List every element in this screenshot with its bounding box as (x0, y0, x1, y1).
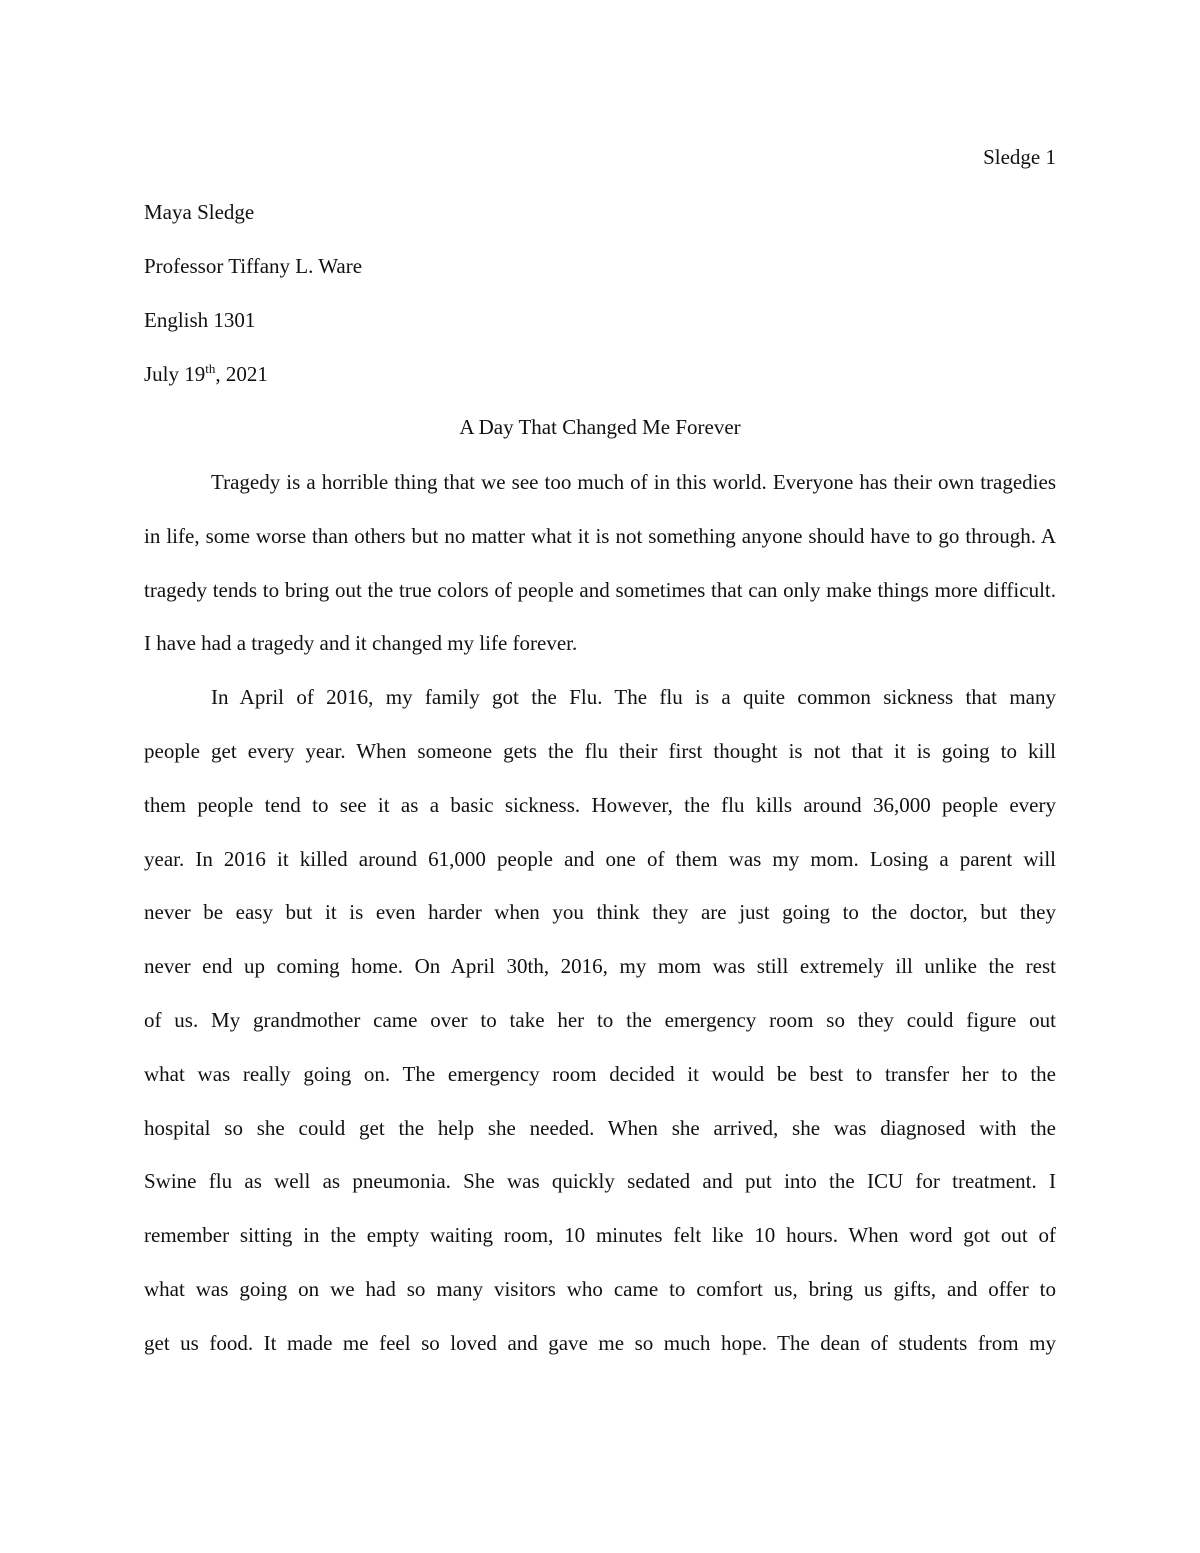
paragraph-2-line: In April of 2016, my family got the Flu. The flu is a quite common sickness that many (211, 685, 1056, 710)
paragraph-1-line: in life, some worse than others but no matter what it is not something anyone should have to go through. A (144, 523, 1056, 548)
paragraph-2-line: what was really going on. The emergency room decided it would be best to transfer her to the (144, 1061, 1056, 1086)
paragraph-2-line: Swine flu as well as pneumonia. She was quickly sedated and put into the ICU for treatment. I (144, 1169, 1056, 1194)
paragraph-2-line: people get every year. When someone gets the flu their first thought is not that it is going to kill (144, 738, 1056, 763)
course-name: English 1301 (144, 308, 256, 332)
paragraph-2-line: year. In 2016 it killed around 61,000 people and one of them was my mom. Losing a parent will (144, 846, 1056, 871)
paragraph-2-line: get us food. It made me feel so loved and gave me so much hope. The dean of students from my (144, 1330, 1056, 1355)
essay-title: A Day That Changed Me Forever (459, 415, 741, 439)
paragraph-1-line: tragedy tends to bring out the true colors of people and sometimes that can only make things more difficult. (144, 577, 1056, 602)
paragraph-2-line: remember sitting in the empty waiting room, 10 minutes felt like 10 hours. When word got out of (144, 1223, 1056, 1248)
paragraph-2-line: never end up coming home. On April 30th, 2016, my mom was still extremely ill unlike the rest (144, 954, 1056, 979)
running-head: Sledge 1 (983, 145, 1056, 169)
essay-body (144, 466, 1056, 1381)
paragraph-1-line: I have had a tragedy and it changed my life forever. (144, 631, 578, 656)
paragraph-2-line: of us. My grandmother came over to take her to the emergency room so they could figure out (144, 1007, 1056, 1032)
instructor-name: Professor Tiffany L. Ware (144, 254, 363, 278)
paragraph-2-line: hospital so she could get the help she needed. When she arrived, she was diagnosed with the (144, 1115, 1056, 1140)
mla-heading (144, 196, 1056, 412)
date-line (144, 358, 1056, 412)
paragraph-2-line: what was going on we had so many visitors who came to comfort us, bring us gifts, and offer to (144, 1276, 1056, 1301)
author-name: Maya Sledge (144, 200, 255, 224)
paragraph-2-line: them people tend to see it as a basic sickness. However, the flu kills around 36,000 people every (144, 792, 1056, 817)
date-main: July 19 (144, 362, 206, 386)
paragraph-1-line: Tragedy is a horrible thing that we see too much of in this world. Everyone has their own tragedies (211, 470, 1056, 494)
paragraph-2-line: never be easy but it is even harder when you think they are just going to the doctor, but they (144, 900, 1056, 925)
date-ordinal-suffix: th (205, 361, 216, 376)
date-rest: , 2021 (215, 362, 268, 386)
